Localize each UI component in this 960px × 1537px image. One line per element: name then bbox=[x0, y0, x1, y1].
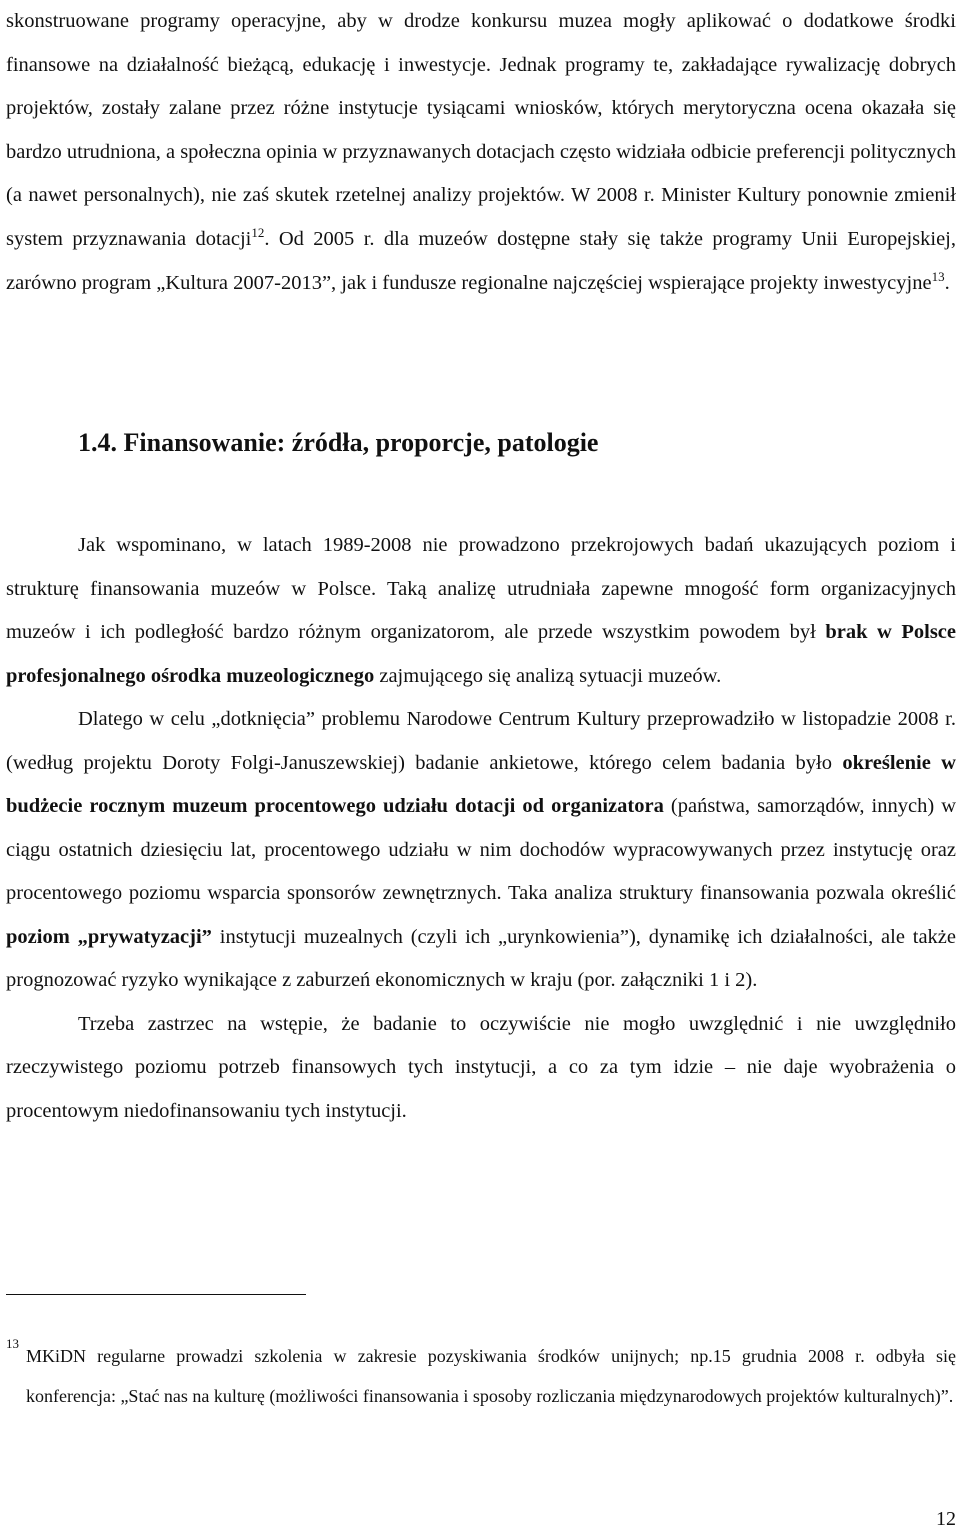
intro-text-3: . bbox=[944, 271, 950, 294]
paragraph-1-text-1: Jak wspominano, w latach 1989-2008 nie prowadzono przekrojowych badań ukazujących poziom i strukturę finansowania muzeów w Polsce. Taką analizę utrudniała zapewne mnogość form organizacyjnych muzeów i ich podległość bardzo różnym organizatorom, ale przede wszystkim powodem był bbox=[6, 534, 956, 643]
footnote-ref-12[interactable]: 12 bbox=[251, 224, 265, 240]
paragraph-2 bbox=[6, 698, 956, 1003]
section-heading: 1.4. Finansowanie: źródła, proporcje, patologie bbox=[78, 428, 599, 457]
paragraph-2-bold-2: poziom „prywatyzacji” bbox=[6, 925, 212, 948]
intro-text-2: . Od 2005 r. dla muzeów dostępne stały się także programy Unii Europejskiej, zarówno program „Kultura 2007-2013”, jak i fundusze regionalne najczęściej wspierające projekty inwestycyjne bbox=[6, 227, 956, 294]
footnote-ref-13[interactable]: 13 bbox=[931, 268, 945, 284]
intro-paragraph bbox=[6, 0, 956, 305]
page-number: 12 bbox=[936, 1508, 956, 1530]
paragraph-1-text-2: zajmującego się analizą sytuacji muzeów. bbox=[374, 664, 722, 687]
footnote-13 bbox=[6, 1336, 956, 1416]
paragraph-2-text-2: (państwa, samorządów, innych) w ciągu ostatnich dziesięciu lat, procentowego udziału w nim dochodów wypracowywanych przez instytucję oraz procentowego poziomu wsparcia sponsorów zewnętrznych. Taka analiza struktury finansowania pozwala określić bbox=[6, 795, 956, 904]
intro-text-1: skonstruowane programy operacyjne, aby w drodze konkursu muzea mogły aplikować o dodatkowe środki finansowe na działalność bieżącą, edukację i inwestycje. Jednak programy te, zakładające rywalizację dobrych projektów, zostały zalane przez różne instytucje tysiącami wniosków, których merytoryczna ocena okazała się bardzo utrudniona, a społeczna opinia w przyznawanych dotacjach często widziała odbicie preferencji politycznych (a nawet personalnych), nie zaś skutek rzetelnej analizy projektów. W 2008 r. Minister Kultury ponownie zmienił system przyznawania dotacji bbox=[6, 10, 956, 250]
paragraph-2-text-3: instytucji muzealnych (czyli ich „urynkowienia”), dynamikę ich działalności, ale także prognozować ryzyko wynikające z zaburzeń ekonomicznych w kraju (por. załączniki 1 i 2). bbox=[6, 925, 956, 991]
footnote-number: 13 bbox=[6, 1336, 19, 1351]
footnote-text: MKiDN regularne prowadzi szkolenia w zakresie pozyskiwania środków unijnych; np.15 grudnia 2008 r. odbyła się konferencja: „Stać nas na kulturę (możliwości finansowania i sposoby rozliczania międzynarodowych projektów kulturalnych)”. bbox=[26, 1346, 956, 1406]
paragraph-3-text-1: Trzeba zastrzec na wstępie, że badanie to oczywiście nie mogło uwzględnić i nie uwzględniło rzeczywistego poziomu potrzeb finansowych tych instytucji, a co za tym idzie – nie daje wyobrażenia o procentowym niedofinansowaniu tych instytucji. bbox=[6, 1012, 956, 1122]
paragraph-2-bold-1: określenie w budżecie rocznym muzeum procentowego udziału dotacji od organizatora bbox=[6, 751, 956, 817]
intro-paragraph-block bbox=[6, 0, 956, 305]
footnote-separator bbox=[6, 1294, 306, 1295]
body-block bbox=[6, 524, 956, 1133]
paragraph-2-text-1: Dlatego w celu „dotknięcia” problemu Narodowe Centrum Kultury przeprowadziło w listopadzie 2008 r. (według projektu Doroty Folgi-Januszewskiej) badanie ankietowe, którego celem badania było bbox=[6, 708, 956, 774]
paragraph-1 bbox=[6, 524, 956, 698]
paragraph-3 bbox=[6, 1003, 956, 1134]
paragraph-1-bold-1: brak w Polsce profesjonalnego ośrodka muzeologicznego bbox=[6, 621, 956, 687]
